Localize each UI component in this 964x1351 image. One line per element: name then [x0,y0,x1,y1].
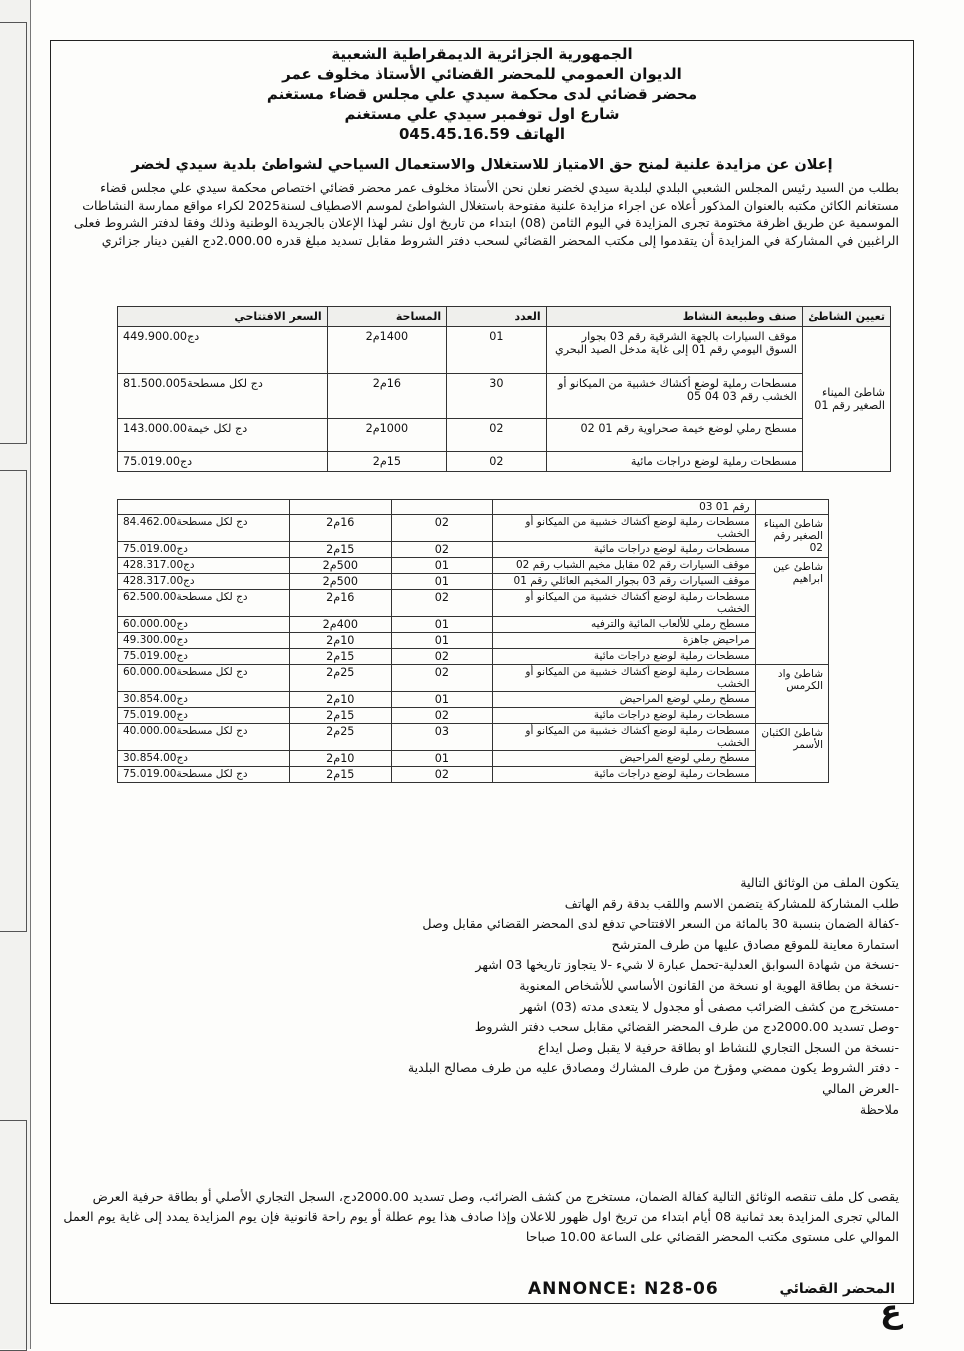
beach-name-cell: شاطئ الميناء الصغير رقم 01 [802,327,890,472]
price-cell: 428.317.00دج [118,574,290,590]
document-item: -نسخة من السجل التجاري للنشاط او بطاقة حرفية لا يقبل وصل ايداع [537,1039,899,1055]
activity-cell: مسطحات رملية لوضع أكشاك خشبية من الميكانو أو الخشب [493,590,755,617]
area-cell: 10م2 [290,633,392,649]
header-republic: الجمهورية الجزائرية الديمقراطية الشعبية [331,45,633,63]
price-cell: 75.019.00دج [118,452,328,472]
price-cell: 40.000.00دج لكل مسطحة [118,724,290,751]
table-row [118,617,829,633]
count-cell: 01 [391,633,493,649]
count-cell: 01 [391,558,493,574]
announcement-frame [50,40,914,1304]
col-header-price: السعر الافتتاحي [118,307,328,327]
activity-cell: موقف السيارات رقم 02 مقابل مخيم الشباب رقم 02 [493,558,755,574]
area-cell [290,500,392,515]
document-item: -وصل تسديد 2000.00دج من طرف المحضر القضائي مقابل سحب دفتر الشروط [474,1019,899,1035]
price-cell: 30.854.00دج [118,751,290,767]
price-cell: 143.000.00دج لكل خيمة [118,419,328,452]
price-cell: 60.000.00دج لكل مسطحة [118,665,290,692]
document-item: -العرض المالي [822,1080,899,1096]
activity-cell: مسطحات رملية لوضع دراجات مائية [493,649,755,665]
area-cell: 15م2 [290,542,392,558]
table-row [118,633,829,649]
col-header-beach: تعيين الشاطئ [802,307,890,327]
area-cell: 1000م2 [327,419,446,452]
area-cell: 15م2 [290,767,392,783]
note-heading: ملاحظة [859,1101,899,1117]
count-cell: 03 [391,724,493,751]
count-cell: 01 [391,574,493,590]
adjacent-column-frame [0,22,27,444]
price-cell [118,500,290,515]
activity-cell: موقف السيارات رقم 03 بجوار المخيم العائلي رقم 01 [493,574,755,590]
table-row [118,419,891,452]
page-corner-mark: ع [880,1292,902,1330]
activity-cell: مراحيض جاهزة [493,633,755,649]
beach-name-cell: شاطئ الكثبان الأسمر [755,724,828,783]
table-header-row [118,307,891,327]
table-row [118,374,891,419]
announcement-title: إعلان عن مزايدة علنية لمنح حق الامتياز للاستغلال والاستعمال السياحي لشواطئ بلدية سيدي لخضر [131,157,833,173]
table-row [118,515,829,542]
count-cell: 02 [391,515,493,542]
activity-cell: مسطحات رملية لوضع دراجات مائية [546,452,802,472]
count-cell: 02 [391,649,493,665]
exclusion-note: يقصى كل ملف تنقصه الوثائق التالية كفالة الضمان، مستخرج من كشف الضرائب، وصل تسديد 2000.00دج، السجل التجاري الأصلي أو بطاقة حرفية العرض المالي تجرى المزايدة بعد ثمانية 08 أيام ابتداء من تريخ اول ظهور للاعلان وإذا صادف هذا يوم عطلة أو يوم راحة قانونية فإن يوم المزايدة يمدد إلى غاية يوم العمل الموالي على مستوى مكتب المحضر القضائي على الساعة 10.00 صباحا [63,1189,899,1244]
document-item: -نسخة من شهادة السوابق العدلية-تحمل عبارة لا شيء -لا يتجاوز تاريخها 03 اشهر [475,957,899,973]
area-cell: 400م2 [290,617,392,633]
table-row [118,751,829,767]
document-item: -نسخة من بطاقة الهوية او نسخة من القانون الأساسي للأشخاص المعنوية [519,977,899,993]
table-row [118,590,829,617]
count-cell: 01 [391,617,493,633]
signature-label: المحضر القضائي [779,1281,895,1297]
announcement-reference: ANNONCE: N28-06 [528,1279,719,1299]
count-cell: 02 [447,452,547,472]
area-cell: 25م2 [290,724,392,751]
activity-cell: مسطح رملي لوضع المراحيض [493,751,755,767]
count-cell: 02 [391,542,493,558]
table-row [118,574,829,590]
table-row [118,542,829,558]
lots-table-2 [117,499,829,783]
beach-name-cell: شاطئ واد الكرمس [755,665,828,724]
documents-heading: يتكون الملف من الوثائق التالية [740,875,899,890]
header-phone: الهاتف 045.45.16.59 [398,125,566,143]
col-header-area: المساحة [327,307,446,327]
table-row [118,649,829,665]
price-cell: 428.317.00دج [118,558,290,574]
activity-cell: مسطح رملي لوضع خيمة صحراوية رقم 01 02 [546,419,802,452]
price-cell: 49.300.00دج [118,633,290,649]
price-cell: 81.500.005دج لكل مسطحة [118,374,328,419]
price-cell: 449.900.00دج [118,327,328,374]
activity-cell: مسطح رملي لوضع المراحيض [493,692,755,708]
beach-name-cell: شاطئ الميناء الصغير رقم 02 [755,515,828,558]
document-item: -كفالة الضمان بنسبة 30 بالمائة من السعر الافتتاحي تدفع لدى المحضر القضائي مقابل وصل [422,916,899,932]
table-row [118,452,891,472]
table-row [118,500,829,515]
area-cell: 15م2 [327,452,446,472]
count-cell: 02 [391,767,493,783]
activity-cell: مسطحات رملية لوضع أكشاك خشبية من الميكانو أو الخشب [493,515,755,542]
count-cell: 02 [447,419,547,452]
area-cell: 10م2 [290,692,392,708]
document-item: طلب المشاركة للمشاركة يتضمن الاسم واللقب بدقة رقم الهاتف [564,895,899,911]
price-cell: 84.462.00دج لكل مسطحة [118,515,290,542]
count-cell: 01 [447,327,547,374]
area-cell: 1400م2 [327,327,446,374]
activity-cell: مسطحات رملية لوضع أكشاك خشبية من الميكانو أو الخشب رقم 03 04 05 [546,374,802,419]
table-row [118,767,829,783]
document-item: استمارة معاينة للموقع مصادق عليها من طرف المترشح [611,936,899,952]
price-cell: 75.019.00دج [118,542,290,558]
area-cell: 16م2 [290,515,392,542]
count-cell: 01 [391,692,493,708]
price-cell: 75.019.00دج [118,708,290,724]
count-cell: 02 [391,665,493,692]
table-row [118,692,829,708]
header-court: محضر قضائي لدى محكمة سيدي علي مجلس قضاء مستغنم [266,85,698,103]
lots-table-1 [117,306,891,472]
beach-name-cell [755,500,828,515]
activity-cell: مسطحات رملية لوضع دراجات مائية [493,767,755,783]
area-cell: 16م2 [290,590,392,617]
activity-cell: رقم 01 03 [493,500,755,515]
count-cell: 01 [391,751,493,767]
header-office: الديوان العمومي للمحضر القضائي الأستاذ مخلوف عمر [282,65,682,83]
price-cell: 75.019.00دج لكل مسطحة [118,767,290,783]
scan-page-edge [0,0,31,1349]
document-item: - دفتر الشروط يكون ممضي ومؤرخ من طرف المشارك ومصادق عليه من طرف مصالح البلدية [407,1060,899,1076]
price-cell: 60.000.00دج [118,617,290,633]
required-documents [216,873,899,1120]
col-header-activity: صنف وطبيعة النشاط [546,307,802,327]
activity-cell: مسطح رملي للألعاب المائية والترفيه [493,617,755,633]
adjacent-column-frame [0,470,27,932]
count-cell: 02 [391,708,493,724]
area-cell: 15م2 [290,649,392,665]
adjacent-column-frame [0,1120,27,1351]
activity-cell: مسطحات رملية لوضع دراجات مائية [493,542,755,558]
area-cell: 15م2 [290,708,392,724]
area-cell: 16م2 [327,374,446,419]
table-row [118,558,829,574]
activity-cell: مسطحات رملية لوضع دراجات مائية [493,708,755,724]
activity-cell: مسطحات رملية لوضع أكشاك خشبية من الميكانو أو الخشب [493,665,755,692]
header-address: شارع اول توفمبر سيدي علي مستغنم [344,105,620,123]
beach-name-cell: شاطئ عين ابراهيم [755,558,828,665]
activity-cell: موقف السيارات بالجهة الشرقية رقم 03 بجوار السوق اليومي رقم 01 إلى غاية مدخل الصيد البحري [546,327,802,374]
price-cell: 75.019.00دج [118,649,290,665]
document-item: -مستخرج من كشف الضرائب مصفى أو مجدول لا يتعدى مدته (03) اشهر [520,998,899,1014]
table-row [118,724,829,751]
count-cell: 02 [391,590,493,617]
table-row [118,327,891,374]
col-header-count: العدد [447,307,547,327]
area-cell: 500م2 [290,558,392,574]
count-cell: 30 [447,374,547,419]
price-cell: 62.500.00دج لكل مسطحة [118,590,290,617]
activity-cell: مسطحات رملية لوضع أكشاك خشبية من الميكانو أو الخشب [493,724,755,751]
area-cell: 25م2 [290,665,392,692]
table-row [118,708,829,724]
table-row [118,665,829,692]
announcement-intro: بطلب من السيد رئيس المجلس الشعبي البلدي لبلدية سيدي لخضر نعلن نحن الأستاذ مخلوف عمر محضر قضائي اختصاص محكمة سيدي علي مجلس قضاء مستغانم الكائن مكتبه بالعنوان المذكور أعلاه عن اجراء مزايدة علنية مفتوحة باستغلال الشواطئ لموسم الاصطياف لسنة2025 لكراء مواقع ممارسة النشاطات الموسمية عن طريق اظرفة مختومة تجرى المزايدة في اليوم الثامن (08) ابتداء من تاريخ اول نشر لهذا الإعلان بالجريدة الوطنية وذلك وفقا لدفتر الشروط فعلى الراغبين في المشاركة في المزايدة أن يتقدموا إلى مكتب المحضر القضائي لسحب دفتر الشروط مقابل تسديد مبلغ قدره 2.000.00دج الفين دينار جزائري [73,180,899,248]
area-cell: 500م2 [290,574,392,590]
price-cell: 30.854.00دج [118,692,290,708]
count-cell [391,500,493,515]
area-cell: 10م2 [290,751,392,767]
